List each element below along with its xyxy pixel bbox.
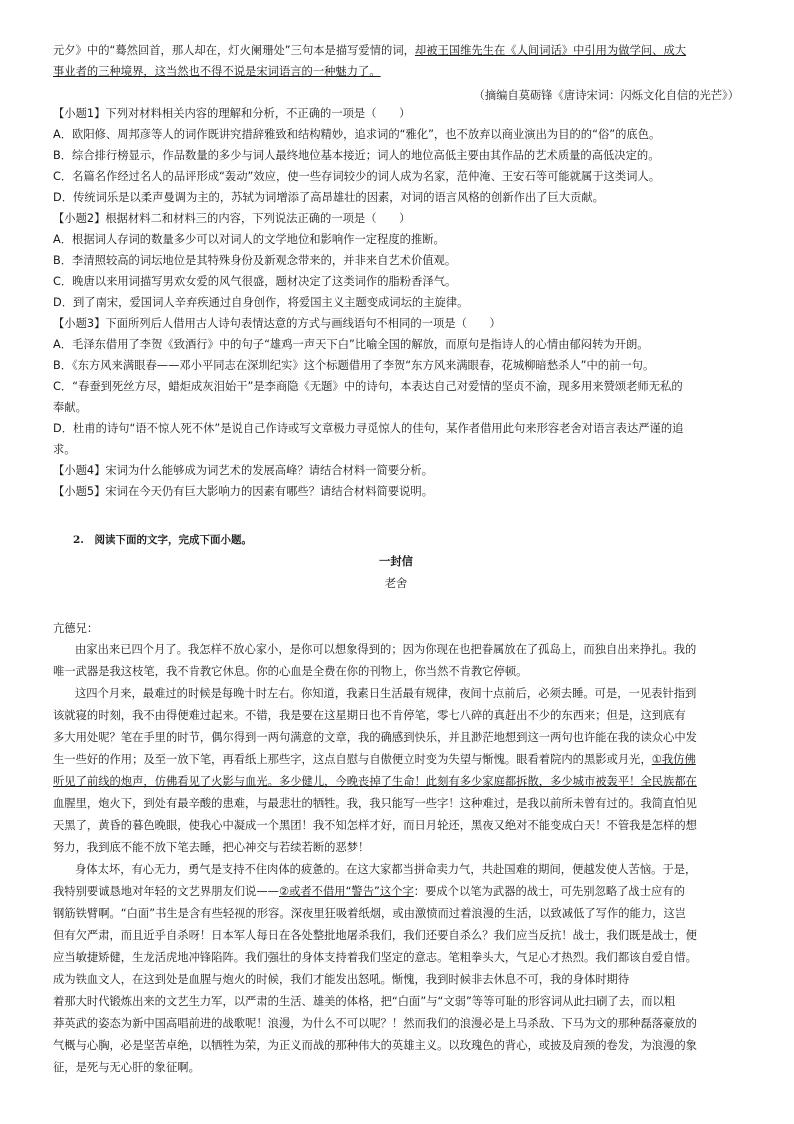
essay-line: 天黑了，黄昏的暮色晚眼，使我心中凝成一个黑团！我不知怎样才好，而日月轮还，黑夜又绝对不能变成白天！不管我是怎样的想 bbox=[53, 819, 697, 832]
essay-title: 一封信 bbox=[379, 555, 413, 568]
essay-line: 多大用处呢？笔在手里的时节，偶尔得到一两句满意的文章，我的确感到快乐，并且渺茫地想到这一两句也许能在我的读众心中发 bbox=[53, 731, 697, 744]
essay-line: 莽英武的姿态为新中国高唱前进的战歌呢！浪漫，为什么不可以呢？！然而我们的浪漫必是上马杀敌、下马为文的那种磊落豪放的 bbox=[53, 1017, 697, 1030]
question-2-stem: 【小题2】根据材料二和材料三的内容，下列说法正确的一项是（ ） bbox=[53, 212, 411, 225]
excerpt-line-1 bbox=[53, 40, 739, 61]
option-a: A．根据词人存词的数量多少可以对词人的文学地位和影响作一定程度的推断。 bbox=[53, 233, 445, 246]
essay-line: 由家出来已四个月了。我怎样不放心家小，是你可以想象得到的；因为你现在也把眷属放在了孤岛上，而独自出来挣扎。我的 bbox=[75, 643, 697, 656]
essay-line: 但有欠严肃，而且近乎自杀呀！日本军人每日在各处整批地屠杀我们，我们还要自杀么？我们应当反抗！战士，我们既是战士，便 bbox=[53, 929, 697, 942]
essay-underlined-1: ①我仿佛 bbox=[651, 753, 696, 766]
option-d: D．杜甫的诗句“语不惊人死不休”是说自己作诗或写文章极力寻觅惊人的佳句，某作者借用此句来形容老舍对语言表达严谨的追 bbox=[53, 422, 684, 435]
essay-salutation: 亢德兄： bbox=[53, 622, 99, 635]
essay-line: 应当敏捷矫健，生龙活虎地冲锋陷阵。我们强壮的身体支持着我们坚定的意志。笔粗拳头大，气足心才热烈。我们都该自爱自惜。 bbox=[53, 951, 697, 964]
option-d: D．传统词乐是以柔声曼调为主的，苏轼为词增添了高昂雄壮的因素，对词的语言风格的创新作出了巨大贡献。 bbox=[53, 191, 604, 204]
question-2 bbox=[53, 208, 739, 313]
excerpt-source: （摘编自莫砺锋《唐诗宋词：闪烁文化自信的光芒》） bbox=[473, 89, 739, 102]
essay-text: ：要成个以笔为武器的战士，可先别忽略了战士应有的 bbox=[413, 885, 685, 898]
essay-line bbox=[53, 771, 739, 793]
essay-line: 身体太坏，有心无力，勇气是支持不住肉体的疲惫的。在这大家都当拼命卖力气，共赴国难的期间，便越发使人苦恼。于是， bbox=[75, 863, 697, 876]
essay-line: 该就寝的时刻，我不由得便难过起来。不错，我是要在这星期日也不肯停笔，零七八碎的真赶出不少的东西来；但是，这到底有 bbox=[53, 709, 686, 722]
essay-author: 老舍 bbox=[384, 577, 408, 590]
essay-line: 征，是死与无心肝的象征啊。 bbox=[53, 1061, 200, 1074]
question-1 bbox=[53, 103, 739, 208]
essay bbox=[53, 551, 739, 1079]
excerpt-text: 元夕》中的“蓦然回首，那人却在，灯火阑珊处”三句本是描写爱情的词， bbox=[53, 44, 415, 57]
option-b: B．李清照较高的词坛地位是其特殊身份及新观念带来的，并非来自艺术价值观。 bbox=[53, 254, 457, 267]
option-c: C．晚唐以来用词描写男欢女爱的风气很盛，题材决定了这类词作的脂粉香泽气。 bbox=[53, 275, 457, 288]
essay-text: 我特别要诚恳地对年轻的文艺界朋友们说—— bbox=[53, 885, 279, 898]
section-2-instruction: 2. 阅读下面的文字，完成下面小题。 bbox=[73, 534, 252, 546]
essay-line: 血腥里，炮火下，到处有最辛酸的患难，与最悲壮的牺牲。我，我只能写一些字！这种难过，是我以前所未曾有过的。我简直怕见 bbox=[53, 797, 697, 810]
essay-line: 唯一武器是我这枝笔，我不肯教它休息。你的心血是全费在你的刊物上，你当然不肯教它停顿。 bbox=[53, 665, 528, 678]
question-5: 【小题5】宋词在今天仍有巨大影响力的因素有哪些？请结合材料简要说明。 bbox=[53, 485, 433, 498]
essay-line: 着那大时代锻炼出来的文艺生力军，以严肃的生活、雄美的体格，把“白面”与“文弱”等等可耻的形容词从此扫刷了去，而以粗 bbox=[53, 995, 676, 1008]
option-c: C．“春蚕到死丝方尽，蜡炬成灰泪始干”是李商隐《无题》中的诗句，本表达自己对爱情的坚贞不渝，现多用来赞颂老师无私的 bbox=[53, 380, 683, 393]
essay-underlined-2: ②或者不借用“警告”这个字 bbox=[278, 885, 414, 898]
essay-underlined-1-cont: 听见了前线的炮声，仿佛看见了火影与血光。多少健儿，今晚丧掉了生命！此刻有多少家庭都拆散，多少城市被轰平！全民族都在 bbox=[53, 775, 697, 788]
option-c: C．名篇名作经过名人的品评形成“轰动”效应，使一些存词较少的词人成为名家，范仲淹、王安石等可能就属于这类词人。 bbox=[53, 170, 661, 183]
option-d: D．到了南宋，爱国词人辛弃疾通过自身创作，将爱国主义主题变成词坛的主旋律。 bbox=[53, 296, 469, 309]
question-4: 【小题4】宋词为什么能够成为词艺术的发展高峰？请结合材料一简要分析。 bbox=[53, 464, 433, 477]
essay-line: 努力，我到底不能不放下笔去睡，把心神交与若续若断的恶梦！ bbox=[53, 841, 370, 854]
essay-line bbox=[53, 881, 739, 903]
option-a: A．欧阳修、周邦彦等人的词作既讲究措辞雅致和结构精妙，追求词的“雅化”，也不放弃以商业演出为目的的“俗”的底色。 bbox=[53, 128, 661, 141]
questions-4-5 bbox=[53, 460, 739, 502]
option-a: A．毛泽东借用了李贺《致酒行》中的句子“雄鸡一声天下白”比喻全国的解放，而原句是指诗人的心情由郁闷转为开朗。 bbox=[53, 338, 649, 351]
material-excerpt bbox=[53, 40, 739, 106]
question-1-stem: 【小题1】下列对材料相关内容的理解和分析，不正确的一项是（ ） bbox=[53, 107, 411, 120]
option-b: B．《东方风来满眼春——邓小平同志在深圳纪实》这个标题借用了李贺“东方风来满眼春，花城柳暗愁杀人”中的前一句。 bbox=[53, 359, 655, 372]
excerpt-underlined: 却被王国维先生在《人间词话》中引用为做学问、成大 bbox=[414, 44, 687, 57]
essay-line: 钢筋铁臂啊。“白面”书生是含有些轻视的形容。深夜里狂吸着纸烟，或由激愤而过着浪漫的生活，以致减低了写作的能力，这岂 bbox=[53, 907, 687, 920]
question-3-stem: 【小题3】下面所列后人借用古人诗句表情达意的方式与画线语句不相同的一项是（ ） bbox=[53, 317, 501, 330]
essay-line: 成为铁血文人，在这到处是血腥与炮火的时候，我们才能发出怒吼。惭愧，我到时候非去休息不可，我的身体时期待 bbox=[53, 973, 630, 986]
essay-text: 生一些好的作用；及至一放下笔，再看纸上那些字，这点自慰与自傲便立时变为失望与惭愧。眼看着院内的黑影或月光， bbox=[53, 753, 652, 766]
section-2 bbox=[53, 530, 739, 551]
option-d-cont: 求。 bbox=[53, 443, 76, 456]
essay-line bbox=[53, 749, 739, 771]
excerpt-line-2: 事业者的三种境界，这当然也不得不说是宋词语言的一种魅力了。 bbox=[53, 65, 381, 78]
essay-line: 这四个月来，最难过的时候是每晚十时左右。你知道，我素日生活最有规律，夜间十点前后，必须去睡。可是，一见表针指到 bbox=[75, 687, 697, 700]
essay-line: 气概与心胸，必是坚苦卓绝，以牺牲为荣，为正义而战的那种伟大的英雄主义。以玫瑰色的背心，或披及肩颈的卷发，为浪漫的象 bbox=[53, 1039, 697, 1052]
option-b: B．综合排行榜显示，作品数量的多少与词人最终地位基本接近；词人的地位高低主要由其作品的艺术质量的高低决定的。 bbox=[53, 149, 660, 162]
question-3 bbox=[53, 313, 739, 460]
option-c-cont: 奉献。 bbox=[53, 401, 87, 414]
